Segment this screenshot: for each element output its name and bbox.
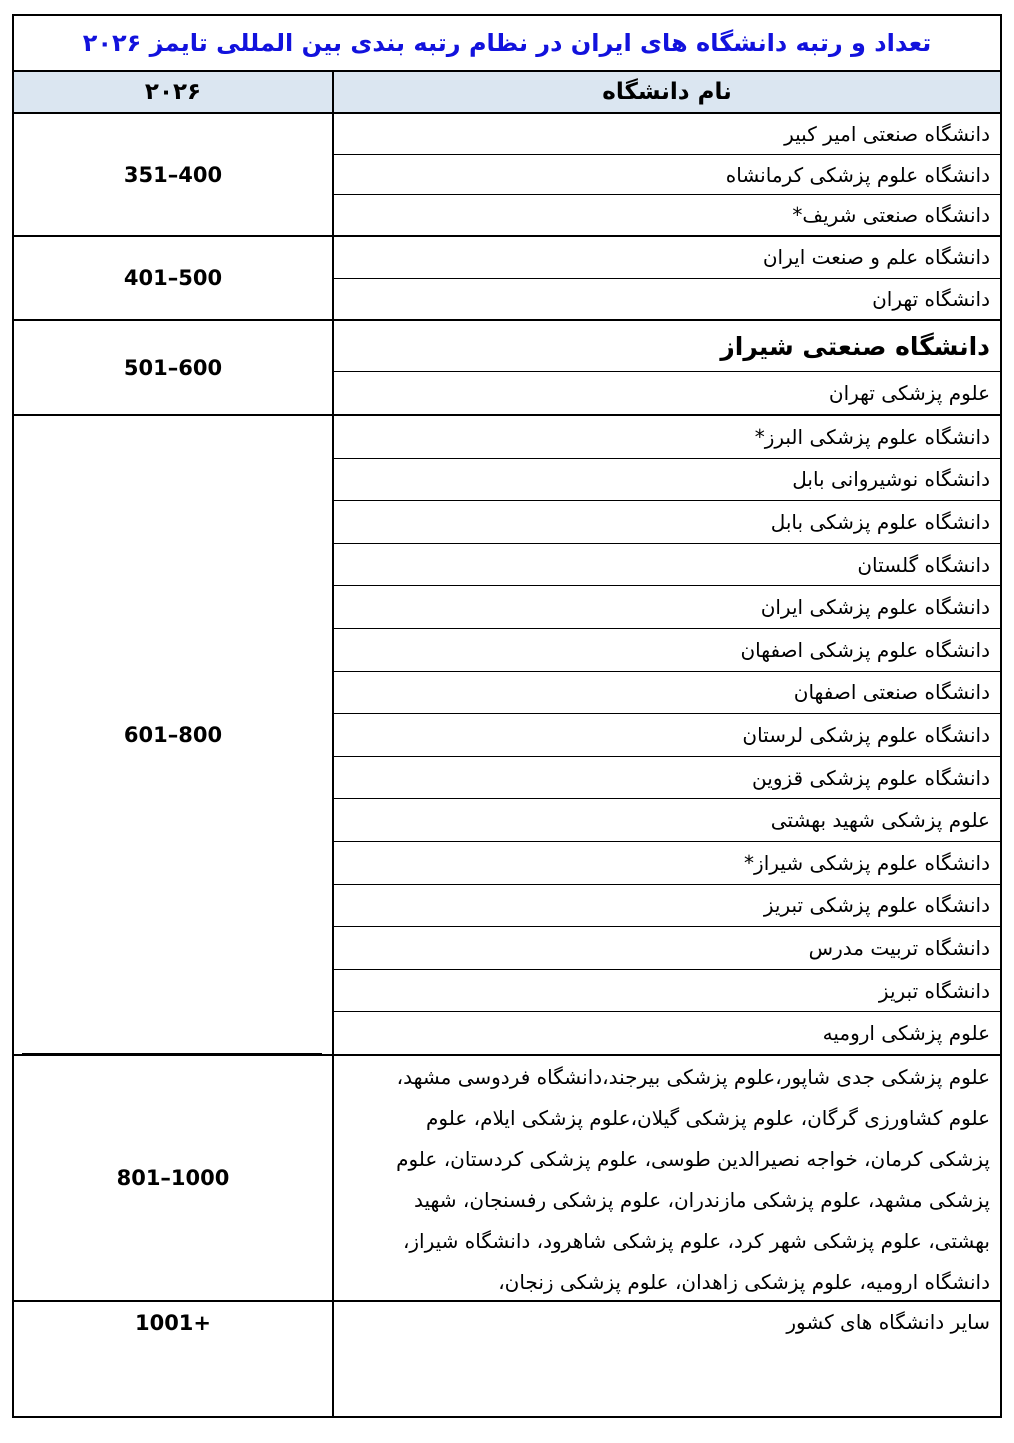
- university-row: دانشگاه علوم پزشکی لرستان: [334, 713, 1000, 756]
- university-row: دانشگاه تهران: [334, 278, 1000, 320]
- rank-group-1001plus: [14, 1302, 1000, 1416]
- university-list: [334, 114, 1000, 235]
- university-list: [334, 237, 1000, 319]
- rank-range: 601–800: [14, 416, 334, 1054]
- university-row: دانشگاه علم و صنعت ایران: [762, 245, 990, 270]
- university-row: دانشگاه علوم پزشکی بابل: [334, 500, 1000, 543]
- university-row: دانشگاه علوم پزشکی ایران: [334, 585, 1000, 628]
- university-row: دانشگاه صنعتی امیر کبیر: [784, 121, 990, 146]
- rank-range: 351–400: [14, 114, 334, 235]
- university-list: [334, 416, 1000, 1054]
- rank-group-801-1000: [14, 1056, 1000, 1302]
- university-row: دانشگاه تبریز: [334, 969, 1000, 1012]
- rank-range: 801–1000: [14, 1056, 334, 1300]
- rank-group-501-600: [14, 321, 1000, 416]
- rank-group-351-400: [14, 114, 1000, 237]
- header-university-name: نام دانشگاه: [602, 79, 732, 105]
- rank-range: 1001+: [14, 1302, 334, 1416]
- rank-range: 501–600: [14, 321, 334, 414]
- rank-range: 401–500: [14, 237, 334, 319]
- university-list: [334, 1056, 1000, 1300]
- university-list: [334, 1302, 1000, 1416]
- university-row: دانشگاه علوم پزشکی تبریز: [334, 884, 1000, 927]
- university-row: علوم پزشکی تهران: [334, 371, 1000, 414]
- table-title: تعداد و رتبه دانشگاه های ایران در نظام رتبه بندی بین المللی تایمز ۲۰۲۶: [14, 16, 1000, 72]
- university-row: علوم پزشکی ارومیه: [334, 1011, 1000, 1054]
- university-row: دانشگاه صنعتی اصفهان: [334, 671, 1000, 714]
- university-list: [334, 321, 1000, 414]
- university-row: سایر دانشگاه های کشور: [786, 1310, 990, 1334]
- university-paragraph: علوم پزشکی جدی شاپور،علوم پزشکی بیرجند،دانشگاه فردوسی مشهد، علوم کشاورزی گرگان، علوم پزشکی گیلان،علوم پزشکی ایلام، علوم پزشکی کرمان، خواجه نصیرالدین طوسی، علوم پزشکی کردستان، علوم پزشکی مشهد، علوم پزشکی مازندران، علوم پزشکی رفسنجان، شهید بهشتی، علوم پزشکی شهر کرد، علوم پزشکی شاهرود، دانشگاه شیراز، دانشگاه ارومیه، علوم پزشکی زاهدان، علوم پزشکی زنجان،: [396, 1065, 990, 1294]
- university-row-bold: دانشگاه صنعتی شیراز: [720, 331, 990, 361]
- university-row: علوم پزشکی شهید بهشتی: [334, 798, 1000, 841]
- university-ranking-table: [12, 14, 1002, 1418]
- university-row: دانشگاه تربیت مدرس: [334, 926, 1000, 969]
- university-row: دانشگاه علوم پزشکی البرز*: [754, 424, 990, 449]
- university-row: دانشگاه علوم پزشکی شیراز*: [334, 841, 1000, 884]
- rank-group-401-500: [14, 237, 1000, 321]
- university-row: دانشگاه علوم پزشکی اصفهان: [334, 628, 1000, 671]
- table-header-row: [14, 72, 1000, 114]
- header-year-2026: ۲۰۲۶: [14, 72, 334, 112]
- university-row: دانشگاه گلستان: [334, 543, 1000, 586]
- university-row: دانشگاه نوشیروانی بابل: [334, 458, 1000, 501]
- university-row: دانشگاه علوم پزشکی کرمانشاه: [334, 154, 1000, 195]
- university-row: دانشگاه صنعتی شریف*: [334, 194, 1000, 235]
- rank-group-601-800: [14, 416, 1000, 1056]
- university-row: دانشگاه علوم پزشکی قزوین: [334, 756, 1000, 799]
